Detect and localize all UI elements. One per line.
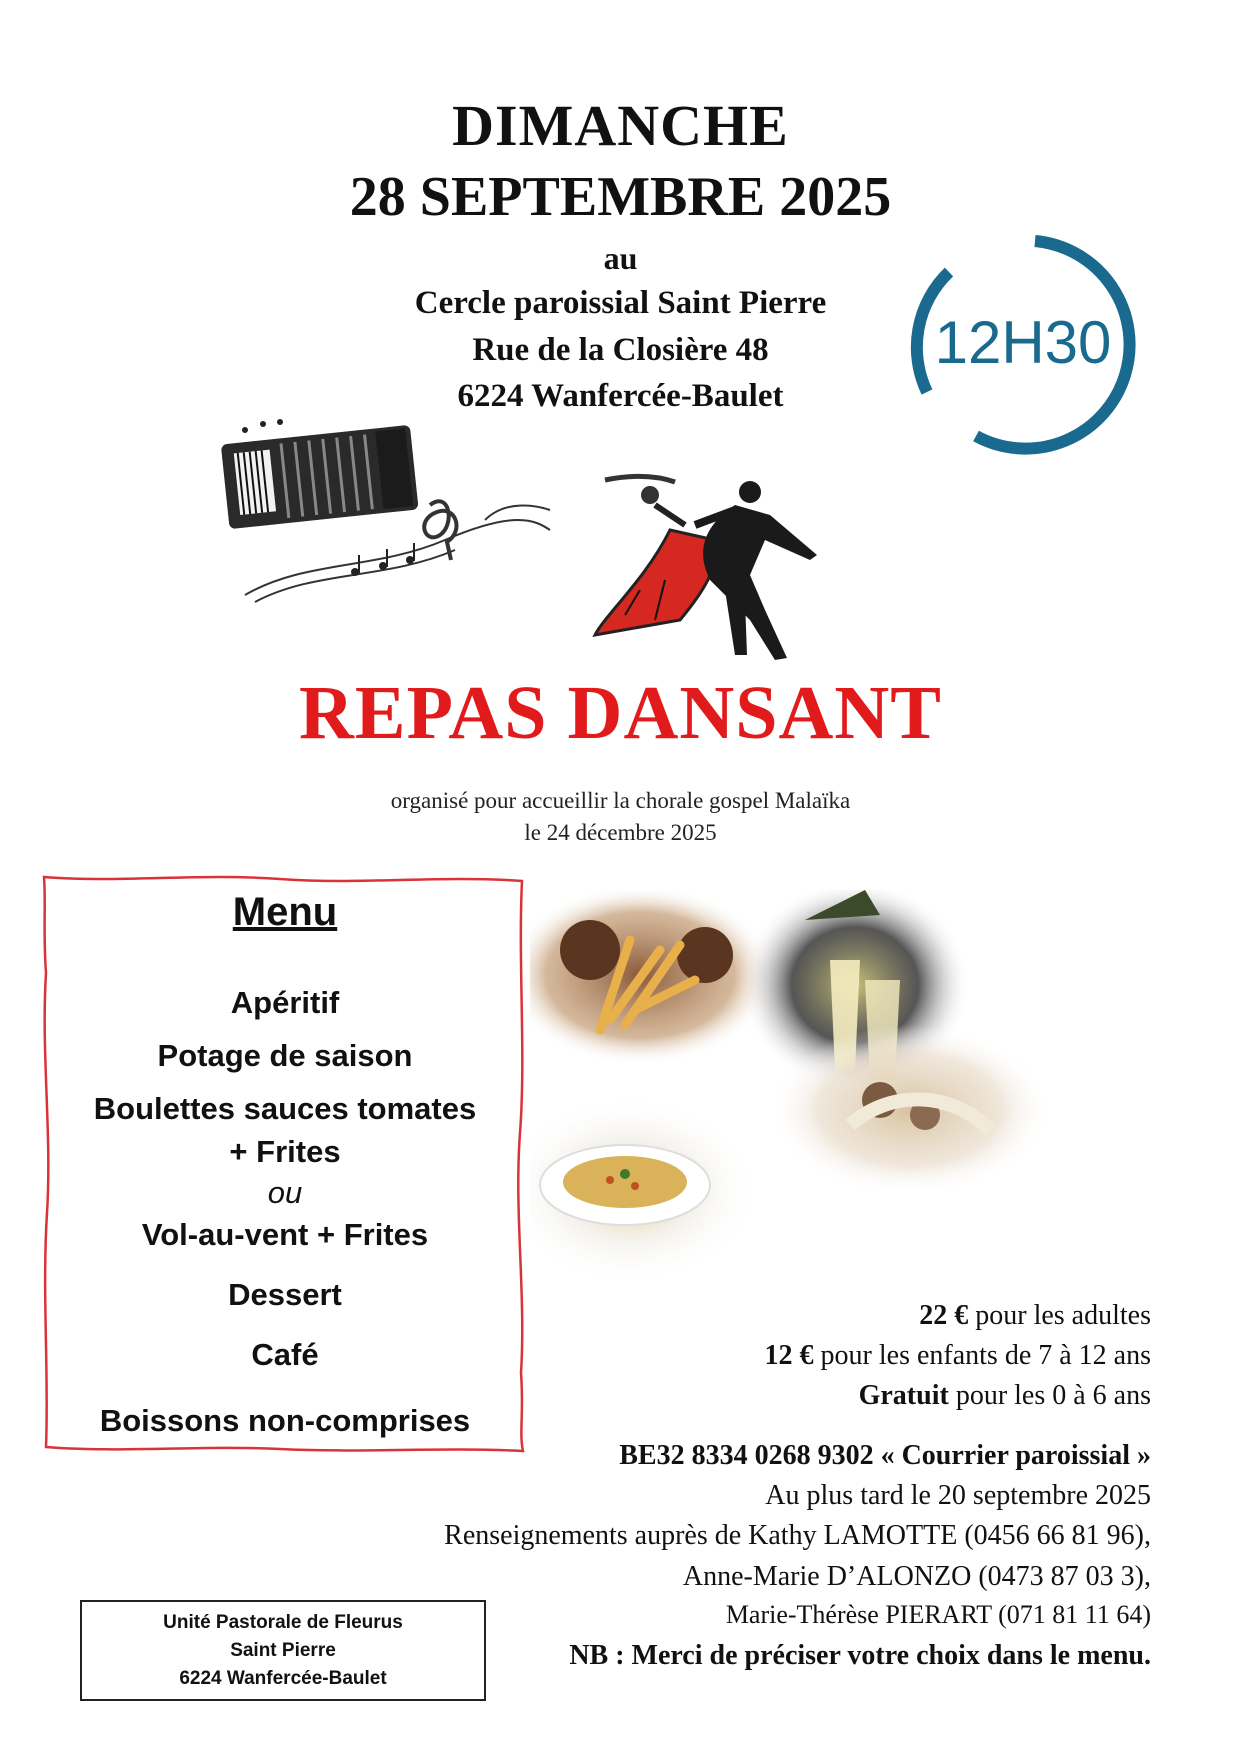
price-free-amount: Gratuit (858, 1380, 949, 1411)
event-subtitle-date: le 24 décembre 2025 (524, 820, 717, 845)
price-children-amount: 12 € (764, 1340, 814, 1371)
menu-item: Dessert (228, 1277, 342, 1312)
soup-photo (530, 1095, 760, 1285)
menu-item: Apéritif (230, 985, 340, 1020)
event-title: REPAS DANSANT (299, 671, 942, 755)
clock-badge (905, 232, 1137, 457)
event-city: 6224 Wanfercée-Baulet (457, 378, 784, 414)
accordion-music-illustration (215, 410, 555, 610)
price-adults-label: pour les adultes (968, 1300, 1151, 1331)
menu-item: Potage de saison (157, 1038, 413, 1073)
event-street: Rue de la Closière 48 (472, 332, 769, 368)
price-children (765, 1340, 1151, 1372)
event-subtitle: organisé pour accueillir la chorale gospel Malaïka (390, 788, 851, 813)
vol-au-vent-photo (770, 1025, 1050, 1195)
dancing-couple-illustration (585, 470, 855, 665)
contact-line: Renseignements auprès de Kathy LAMOTTE (0456 66 81 96), (444, 1520, 1151, 1551)
price-free (859, 1380, 1151, 1412)
menu-item: Vol-au-vent + Frites (141, 1217, 429, 1252)
clock-time: 12H30 (934, 309, 1112, 376)
menu-item: Boulettes sauces tomates (93, 1091, 477, 1126)
footer-line: Saint Pierre (230, 1640, 336, 1661)
food-photo-collage (530, 890, 1170, 1320)
event-date: 28 SEPTEMBRE 2025 (349, 166, 892, 228)
contact-line: Anne-Marie D’ALONZO (0473 87 03 3), (682, 1561, 1151, 1592)
price-free-label: pour les 0 à 6 ans (948, 1380, 1151, 1411)
menu-item: Café (251, 1337, 319, 1372)
event-preposition: au (603, 240, 638, 276)
event-day: DIMANCHE (452, 93, 789, 158)
event-venue: Cercle paroissial Saint Pierre (414, 285, 827, 321)
meatballs-fries-photo (530, 890, 775, 1065)
accordion-icon (221, 425, 419, 529)
footer-line: Unité Pastorale de Fleurus (163, 1612, 403, 1633)
menu-title: Menu (232, 890, 338, 934)
menu-item-or: ou (267, 1175, 303, 1210)
footer-line: 6224 Wanfercée-Baulet (179, 1668, 387, 1689)
price-children-label: pour les enfants de 7 à 12 ans (813, 1340, 1151, 1371)
contact-line: Marie-Thérèse PIERART (071 81 11 64) (725, 1600, 1151, 1629)
payment-deadline: Au plus tard le 20 septembre 2025 (765, 1480, 1151, 1511)
menu-item: + Frites (229, 1134, 341, 1169)
menu-choice-note: NB : Merci de préciser votre choix dans le menu. (569, 1640, 1151, 1671)
menu-item: Boissons non-comprises (99, 1403, 471, 1438)
dancer-man-icon (695, 481, 817, 660)
price-adults (919, 1300, 1151, 1332)
bank-account: BE32 8334 0268 9302 « Courrier paroissial » (619, 1440, 1151, 1471)
dancer-woman-icon (595, 476, 716, 635)
parish-footer-box (80, 1600, 486, 1701)
price-adults-amount: 22 € (919, 1300, 969, 1331)
